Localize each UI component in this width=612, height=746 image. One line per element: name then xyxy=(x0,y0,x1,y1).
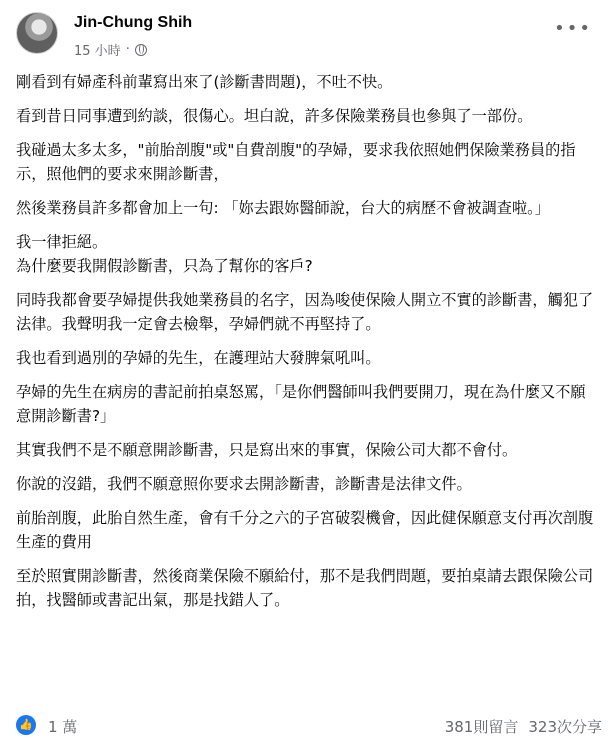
post-paragraph: 我碰過太多太多，"前胎剖腹"或"自費剖腹"的孕婦，要求我依照她們保險業務員的指示，照他們的要求來開診斷書， xyxy=(16,141,576,183)
post-time[interactable]: 15 小時 xyxy=(74,44,121,59)
post-paragraph: 你說的沒錯，我們不願意照你要求去開診斷書，診斷書是法律文件。 xyxy=(16,475,472,493)
post-paragraph: 看到昔日同事遭到約談，很傷心。坦白說，許多保險業務員也參與了一部份。 xyxy=(16,107,533,125)
globe-icon[interactable] xyxy=(135,44,147,56)
post-paragraph: 至於照實開診斷書，然後商業保險不願給付，那不是我們問題，要拍桌請去跟保險公司拍，找醫師或書記出氣，那是找錯人了。 xyxy=(16,567,594,609)
reaction-count[interactable]: 1 萬 xyxy=(48,718,78,736)
avatar[interactable] xyxy=(16,12,58,54)
post-header xyxy=(16,10,596,62)
post-footer xyxy=(16,713,602,739)
post-body xyxy=(16,70,598,622)
thumbs-up-icon[interactable]: 👍 xyxy=(16,715,36,735)
post-paragraph: 然後業務員許多都會加上一句: 「妳去跟妳醫師說，台大的病歷不會被調查啦。」 xyxy=(16,199,550,217)
post-paragraph: 我一律拒絕。 為什麼要我開假診斷書，只為了幫你的客戶? xyxy=(16,233,313,275)
share-count[interactable]: 323次分享 xyxy=(528,718,602,736)
author-name[interactable]: Jin-Chung Shih xyxy=(74,14,193,31)
post-stats xyxy=(445,716,602,737)
post-paragraph: 同時我都會要孕婦提供我她業務員的名字，因為唆使保險人開立不實的診斷書，觸犯了法律。我聲明我一定會去檢舉，孕婦們就不再堅持了。 xyxy=(16,291,594,333)
meta-separator: · xyxy=(125,42,130,57)
post-paragraph: 孕婦的先生在病房的書記前拍桌怒罵，「是你們醫師叫我們要開刀，現在為什麼又不願意開診斷書?」 xyxy=(16,383,586,425)
comment-count[interactable]: 381則留言 xyxy=(444,718,519,736)
post-paragraph: 前胎剖腹，此胎自然生產，會有千分之六的子宮破裂機會，因此健保願意支付再次剖腹生產的費用 xyxy=(16,509,594,551)
post-meta xyxy=(74,40,147,59)
post-paragraph: 剛看到有婦產科前輩寫出來了(診斷書問題)，不吐不快。 xyxy=(16,73,393,91)
post-paragraph: 我也看到過別的孕婦的先生，在護理站大發脾氣吼叫。 xyxy=(16,349,381,367)
more-options-icon[interactable]: ••• xyxy=(554,18,592,39)
post-paragraph: 其實我們不是不願意開診斷書，只是寫出來的事實，保險公司大都不會付。 xyxy=(16,441,518,459)
